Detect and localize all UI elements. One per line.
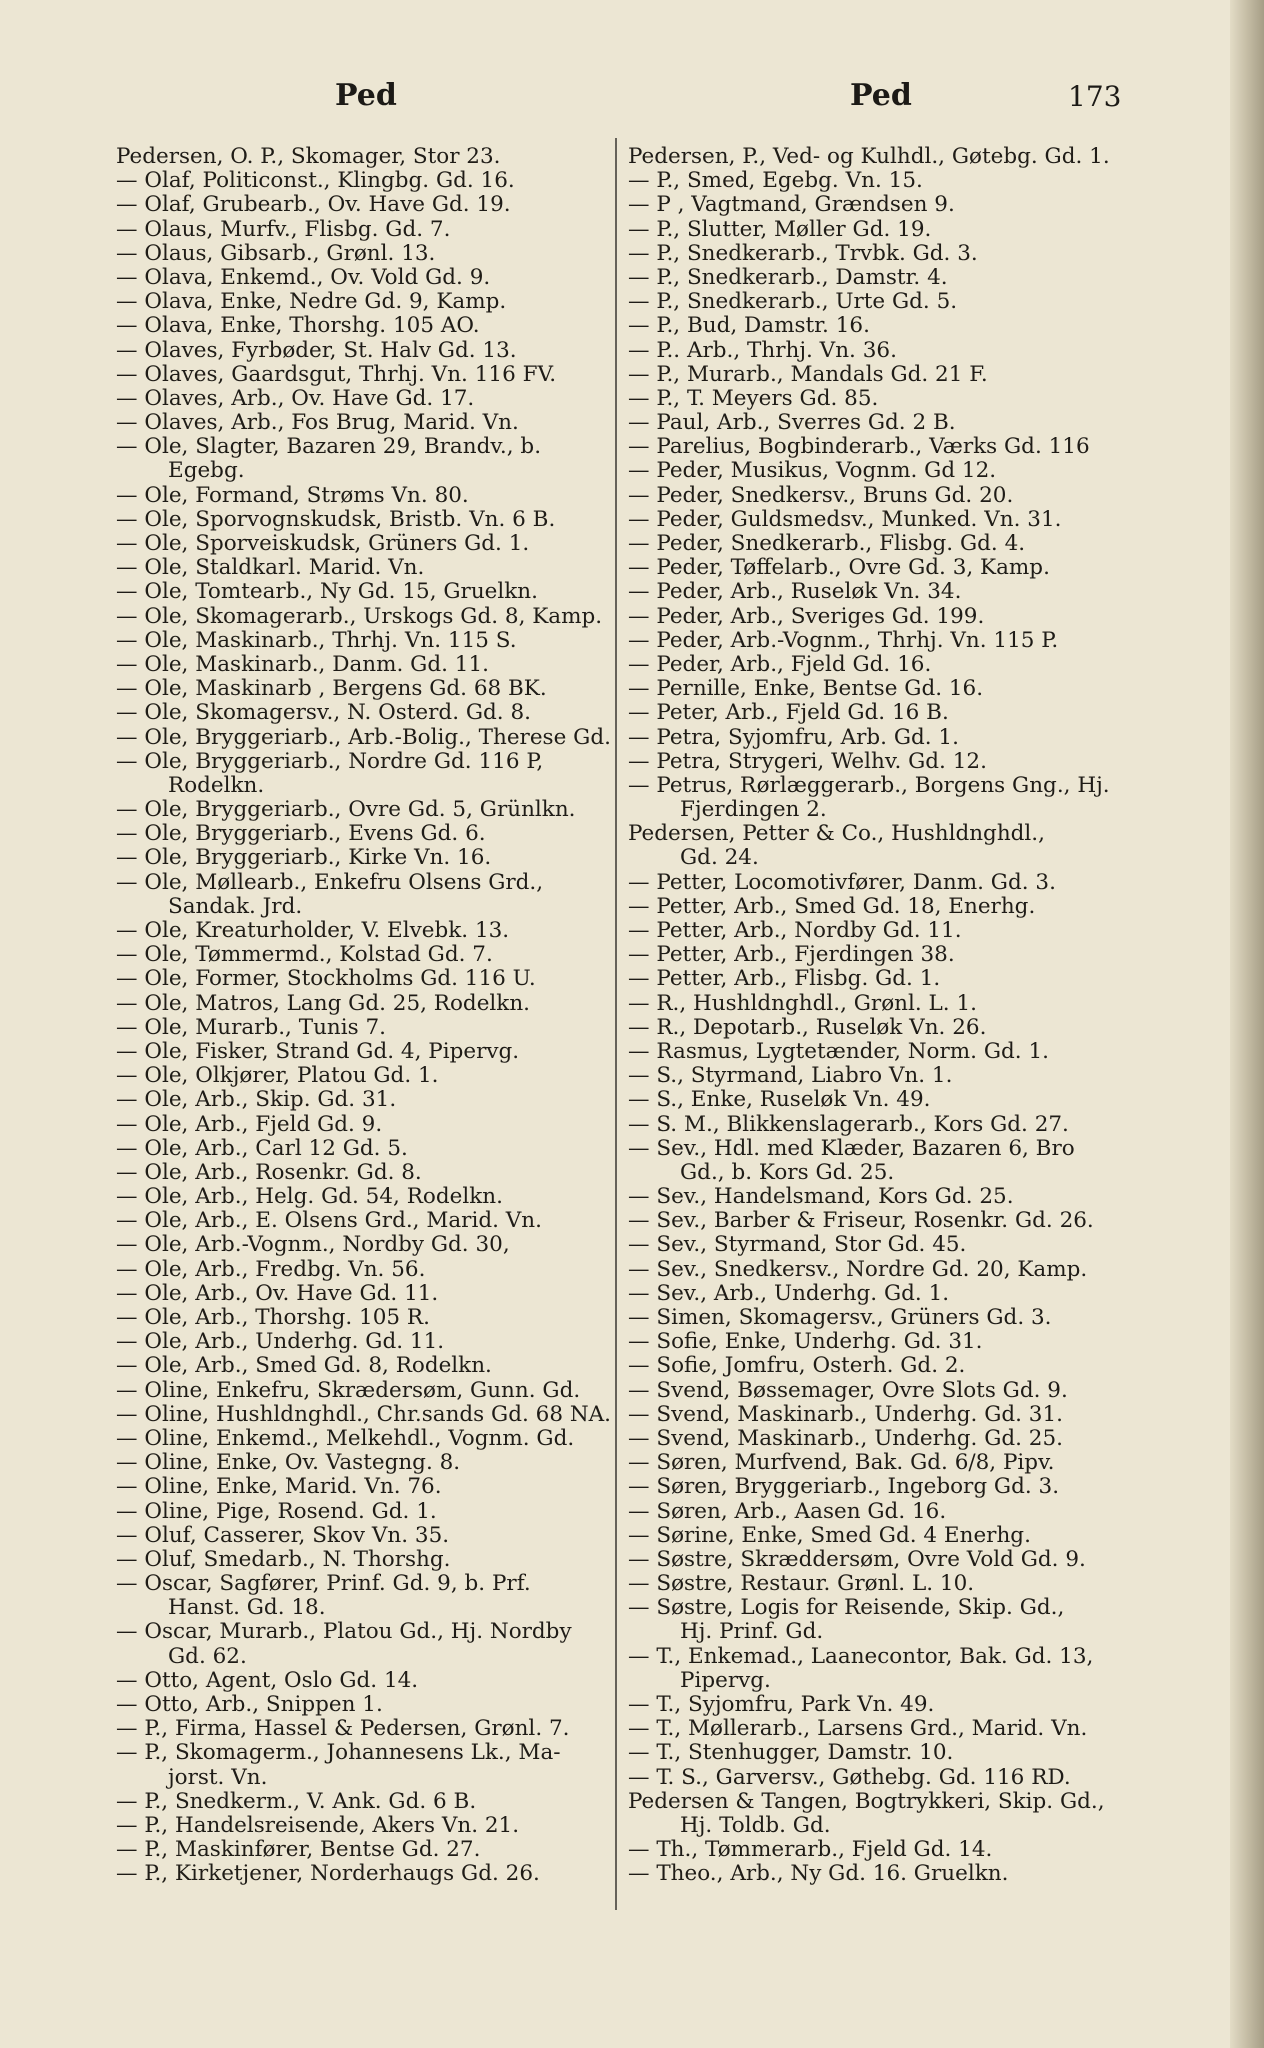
directory-entry: — Olaves, Arb., Ov. Have Gd. 17. — [116, 386, 475, 411]
directory-entry: — Peder, Snedkerarb., Flisbg. Gd. 4. — [628, 532, 1026, 556]
directory-entry: — Ole, Møllearb., Enkefru Olsens Grd., — [116, 870, 544, 895]
directory-entry: — Sev., Barber & Friseur, Rosenkr. Gd. 26. — [628, 1209, 1094, 1234]
left-column — [116, 145, 612, 1887]
directory-entry: — Ole, Bryggeriarb., Evens Gd. 6. — [116, 822, 486, 847]
directory-entry: — Ole, Slagter, Bazaren 29, Brandv., b. — [116, 435, 542, 460]
directory-entry: jorst. Vn. — [168, 1765, 268, 1790]
directory-entry: — Ole, Kreaturholder, V. Elvebk. 13. — [116, 919, 510, 943]
directory-entry: — Ole, Arb., Rosenkr. Gd. 8. — [116, 1160, 422, 1185]
directory-entry: Rodelkn. — [168, 773, 265, 798]
directory-entry: — P., Maskinfører, Bentse Gd. 27. — [116, 1838, 481, 1863]
directory-entry: — Svend, Bøssemager, Ovre Slots Gd. 9. — [628, 1378, 1068, 1403]
directory-entry: — Ole, Arb.-Vognm., Nordby Gd. 30, — [116, 1233, 510, 1258]
directory-entry: — Ole, Arb., Ov. Have Gd. 11. — [116, 1281, 439, 1306]
directory-entry: — Ole, Formand, Strøms Vn. 80. — [116, 483, 469, 508]
directory-entry: — Petter, Locomotivfører, Danm. Gd. 3. — [628, 870, 1056, 895]
directory-entry: — Th., Tømmerarb., Fjeld Gd. 14. — [628, 1838, 993, 1863]
directory-entry: — Peder, Tøffelarb., Ovre Gd. 3, Kamp. — [628, 556, 1050, 581]
directory-entry: — Petter, Arb., Fjerdingen 38. — [628, 943, 955, 968]
running-head-right: Ped — [850, 78, 912, 113]
directory-entry: — Ole, Sporveiskudsk, Grüners Gd. 1. — [116, 532, 530, 556]
directory-entry: — Olaves, Arb., Fos Brug, Marid. Vn. — [116, 411, 519, 436]
running-head-left: Ped — [335, 78, 397, 113]
directory-entry: — T., Syjomfru, Park Vn. 49. — [628, 1693, 935, 1717]
directory-entry: Gd. 62. — [168, 1644, 247, 1669]
directory-entry: — Rasmus, Lygtetænder, Norm. Gd. 1. — [628, 1039, 1049, 1064]
directory-entry: — Oline, Hushldnghdl., Chr.sands Gd. 68 NA. — [116, 1402, 612, 1427]
directory-entry: — P., Kirketjener, Norderhaugs Gd. 26. — [116, 1862, 540, 1887]
directory-entry: — Peder, Arb., Ruseløk Vn. 34. — [628, 580, 962, 605]
directory-entry: — Peder, Snedkersv., Bruns Gd. 20. — [628, 483, 1014, 508]
directory-entry: — Simen, Skomagersv., Grüners Gd. 3. — [628, 1306, 1052, 1330]
directory-entry: — Ole, Matros, Lang Gd. 25, Rodelkn. — [116, 991, 531, 1016]
directory-entry: — Olaus, Gibsarb., Grønl. 13. — [116, 241, 436, 266]
directory-entry: — Ole, Arb., Carl 12 Gd. 5. — [116, 1136, 408, 1161]
directory-entry: — Ole, Bryggeriarb., Nordre Gd. 116 P, — [116, 749, 544, 774]
directory-entry: — Olaves, Gaardsgut, Thrhj. Vn. 116 FV. — [116, 362, 557, 387]
directory-entry: — Ole, Olkjører, Platou Gd. 1. — [116, 1064, 439, 1089]
directory-entry: — Svend, Maskinarb., Underhg. Gd. 31. — [628, 1402, 1063, 1427]
directory-entry: — Ole, Staldkarl. Marid. Vn. — [116, 556, 425, 581]
directory-entry: — Olaus, Murfv., Flisbg. Gd. 7. — [116, 217, 451, 242]
directory-entry: — P.. Arb., Thrhj. Vn. 36. — [628, 338, 897, 363]
directory-entry: — Olava, Enke, Nedre Gd. 9, Kamp. — [116, 290, 507, 315]
directory-entry: — Peder, Musikus, Vognm. Gd 12. — [628, 459, 997, 484]
directory-entry: — Paul, Arb., Sverres Gd. 2 B. — [628, 411, 956, 436]
directory-entry: — P., Murarb., Mandals Gd. 21 F. — [628, 362, 988, 387]
directory-entry: — Ole, Maskinarb., Danm. Gd. 11. — [116, 652, 489, 677]
directory-entry: — Oline, Enkemd., Melkehdl., Vognm. Gd. — [116, 1426, 575, 1451]
directory-entry: — Ole, Bryggeriarb., Ovre Gd. 5, Grünlkn. — [116, 798, 576, 823]
directory-entry: — Petra, Strygeri, Welhv. Gd. 12. — [628, 749, 987, 774]
directory-entry: — Ole, Sporvognskudsk, Bristb. Vn. 6 B. — [116, 507, 556, 532]
directory-entry: — Oline, Enke, Marid. Vn. 76. — [116, 1475, 442, 1500]
directory-entry: Fjerdingen 2. — [680, 798, 827, 823]
page-header — [0, 78, 1230, 118]
directory-entry: — Søstre, Restaur. Grønl. L. 10. — [628, 1572, 975, 1597]
directory-entry: — Sev., Snedkersv., Nordre Gd. 20, Kamp. — [628, 1257, 1088, 1282]
directory-entry: — Peter, Arb., Fjeld Gd. 16 B. — [628, 701, 949, 726]
directory-entry: — Ole, Arb., Fjeld Gd. 9. — [116, 1112, 383, 1137]
directory-entry: — Olaf, Politiconst., Klingbg. Gd. 16. — [116, 169, 515, 194]
directory-entry: — Theo., Arb., Ny Gd. 16. Gruelkn. — [628, 1862, 1009, 1887]
directory-entry: — Parelius, Bogbinderarb., Værks Gd. 116 — [628, 435, 1090, 460]
directory-entry: — T., Stenhugger, Damstr. 10. — [628, 1741, 954, 1766]
page-number: 173 — [1068, 80, 1122, 113]
directory-entry: — P., T. Meyers Gd. 85. — [628, 386, 879, 411]
directory-entry: — P., Skomagerm., Johannesens Lk., Ma- — [116, 1741, 561, 1766]
directory-entry: — Sofie, Jomfru, Osterh. Gd. 2. — [628, 1354, 966, 1379]
directory-entry: — Søren, Bryggeriarb., Ingeborg Gd. 3. — [628, 1475, 1060, 1500]
directory-entry: — Ole, Arb., Skip. Gd. 31. — [116, 1088, 397, 1113]
directory-entry: — Ole, Skomagerarb., Urskogs Gd. 8, Kamp. — [116, 604, 603, 629]
directory-entry: Pedersen, O. P., Skomager, Stor 23. — [116, 145, 501, 169]
directory-entry: Hanst. Gd. 18. — [168, 1596, 326, 1621]
directory-entry: — P., Bud, Damstr. 16. — [628, 314, 870, 339]
directory-entry: — Peder, Arb.-Vognm., Thrhj. Vn. 115 P. — [628, 628, 1059, 653]
directory-entry: — S. M., Blikkenslagerarb., Kors Gd. 27. — [628, 1112, 1069, 1137]
directory-entry: — Petter, Arb., Smed Gd. 18, Enerhg. — [628, 894, 1036, 919]
directory-entry: — Ole, Arb., Thorshg. 105 R. — [116, 1306, 430, 1330]
directory-entry: — S., Enke, Ruseløk Vn. 49. — [628, 1088, 931, 1113]
directory-entry: — Svend, Maskinarb., Underhg. Gd. 25. — [628, 1426, 1063, 1451]
directory-entry: — Ole, Maskinarb , Bergens Gd. 68 BK. — [116, 677, 547, 702]
directory-entry: — P., Snedkerm., V. Ank. Gd. 6 B. — [116, 1789, 477, 1814]
directory-entry: — T., Møllerarb., Larsens Grd., Marid. Vn. — [628, 1717, 1088, 1742]
directory-entry: — Petter, Arb., Nordby Gd. 11. — [628, 919, 962, 943]
directory-entry: — Ole, Arb., Fredbg. Vn. 56. — [116, 1257, 426, 1282]
directory-entry: Pedersen & Tangen, Bogtrykkeri, Skip. Gd., — [628, 1789, 1105, 1814]
directory-entry: — P., Smed, Egebg. Vn. 15. — [628, 169, 923, 194]
directory-entry: — Oscar, Sagfører, Prinf. Gd. 9, b. Prf. — [116, 1572, 531, 1597]
directory-entry: Hj. Prinf. Gd. — [680, 1620, 824, 1645]
directory-entry: — P., Snedkerarb., Trvbk. Gd. 3. — [628, 241, 978, 266]
directory-entry: Gd., b. Kors Gd. 25. — [680, 1160, 895, 1185]
directory-entry: — Søren, Arb., Aasen Gd. 16. — [628, 1499, 947, 1524]
directory-entry: — Otto, Arb., Snippen 1. — [116, 1693, 383, 1717]
directory-entry: — Ole, Fisker, Strand Gd. 4, Pipervg. — [116, 1039, 520, 1064]
directory-entry: Sandak. Jrd. — [168, 894, 303, 919]
directory-entry: — R., Hushldnghdl., Grønl. L. 1. — [628, 991, 977, 1016]
directory-entry: Pedersen, P., Ved- og Kulhdl., Gøtebg. Gd. 1. — [628, 145, 1110, 169]
directory-entry: — Ole, Tomtearb., Ny Gd. 15, Gruelkn. — [116, 580, 538, 605]
directory-entry: — P., Firma, Hassel & Pedersen, Grønl. 7. — [116, 1717, 570, 1742]
directory-entry: — Ole, Arb., Helg. Gd. 54, Rodelkn. — [116, 1185, 503, 1210]
directory-entry: — Peder, Arb., Fjeld Gd. 16. — [628, 652, 932, 677]
directory-entry: — Oline, Enkefru, Skrædersøm, Gunn. Gd. — [116, 1378, 581, 1403]
directory-entry: — Sofie, Enke, Underhg. Gd. 31. — [628, 1330, 983, 1355]
directory-entry: — Oscar, Murarb., Platou Gd., Hj. Nordby — [116, 1620, 572, 1645]
directory-entry: — Olava, Enke, Thorshg. 105 AO. — [116, 314, 480, 339]
directory-entry: Pipervg. — [680, 1668, 771, 1693]
directory-entry: — Oluf, Smedarb., N. Thorshg. — [116, 1547, 451, 1572]
directory-entry: — Søren, Murfvend, Bak. Gd. 6/8, Pipv. — [628, 1451, 1055, 1476]
directory-entry: — Ole, Arb., Underhg. Gd. 11. — [116, 1330, 445, 1355]
directory-entry: — Søstre, Skræddersøm, Ovre Vold Gd. 9. — [628, 1547, 1086, 1572]
directory-entry: — Oline, Pige, Rosend. Gd. 1. — [116, 1499, 437, 1524]
directory-entry: — Ole, Tømmermd., Kolstad Gd. 7. — [116, 943, 493, 968]
directory-entry: — P., Slutter, Møller Gd. 19. — [628, 217, 932, 242]
directory-entry: — P., Handelsreisende, Akers Vn. 21. — [116, 1813, 520, 1838]
directory-entry: — S., Styrmand, Liabro Vn. 1. — [628, 1064, 953, 1089]
directory-entry: — Oline, Enke, Ov. Vastegng. 8. — [116, 1451, 461, 1476]
column-divider — [615, 138, 617, 1910]
right-column — [628, 145, 1128, 1887]
directory-entry: — Sev., Arb., Underhg. Gd. 1. — [628, 1281, 950, 1306]
directory-entry: — R., Depotarb., Ruseløk Vn. 26. — [628, 1015, 987, 1040]
directory-entry: — Olaves, Fyrbøder, St. Halv Gd. 13. — [116, 338, 517, 363]
directory-entry: Egebg. — [168, 459, 245, 484]
directory-entry: — Ole, Skomagersv., N. Osterd. Gd. 8. — [116, 701, 531, 726]
directory-entry: — Petrus, Rørlæggerarb., Borgens Gng., Hj. — [628, 773, 1110, 798]
directory-entry: — Peder, Arb., Sveriges Gd. 199. — [628, 604, 985, 629]
directory-entry: — Ole, Bryggeriarb., Kirke Vn. 16. — [116, 846, 492, 871]
directory-entry: — P., Snedkerarb., Damstr. 4. — [628, 265, 948, 290]
directory-entry: — Sev., Handelsmand, Kors Gd. 25. — [628, 1185, 1014, 1210]
directory-entry: — Søstre, Logis for Reisende, Skip. Gd., — [628, 1596, 1065, 1621]
directory-entry: — Oluf, Casserer, Skov Vn. 35. — [116, 1523, 450, 1548]
directory-entry: — T. S., Garversv., Gøthebg. Gd. 116 RD. — [628, 1765, 1071, 1790]
directory-entry: — Ole, Bryggeriarb., Arb.-Bolig., Therese Gd. — [116, 725, 611, 750]
directory-entry: — Otto, Agent, Oslo Gd. 14. — [116, 1668, 419, 1693]
directory-entry: Hj. Toldb. Gd. — [680, 1813, 831, 1838]
directory-entry: — Sev., Styrmand, Stor Gd. 45. — [628, 1233, 967, 1258]
page-edge — [1230, 0, 1264, 2048]
directory-entry: — Ole, Arb., Smed Gd. 8, Rodelkn. — [116, 1354, 492, 1379]
directory-entry: — T., Enkemad., Laanecontor, Bak. Gd. 13, — [628, 1644, 1094, 1669]
directory-entry: — Sev., Hdl. med Klæder, Bazaren 6, Bro — [628, 1136, 1075, 1161]
directory-entry: — Olava, Enkemd., Ov. Vold Gd. 9. — [116, 265, 491, 290]
directory-entry: — Ole, Maskinarb., Thrhj. Vn. 115 S. — [116, 628, 517, 653]
directory-entry: — Ole, Arb., E. Olsens Grd., Marid. Vn. — [116, 1209, 542, 1234]
directory-entry: — Ole, Former, Stockholms Gd. 116 U. — [116, 967, 536, 992]
directory-entry: — Pernille, Enke, Bentse Gd. 16. — [628, 677, 984, 702]
directory-entry: — Sørine, Enke, Smed Gd. 4 Enerhg. — [628, 1523, 1031, 1548]
directory-entry: Pedersen, Petter & Co., Hushldnghdl., — [628, 822, 1045, 847]
directory-entry: — Olaf, Grubearb., Ov. Have Gd. 19. — [116, 193, 511, 218]
directory-entry: Gd. 24. — [680, 846, 759, 871]
directory-entry: — Ole, Murarb., Tunis 7. — [116, 1015, 387, 1040]
directory-entry: — Petra, Syjomfru, Arb. Gd. 1. — [628, 725, 959, 750]
directory-entry: — P , Vagtmand, Grændsen 9. — [628, 193, 955, 218]
directory-entry: — Petter, Arb., Flisbg. Gd. 1. — [628, 967, 941, 992]
directory-entry: — Peder, Guldsmedsv., Munked. Vn. 31. — [628, 507, 1062, 532]
directory-entry: — P., Snedkerarb., Urte Gd. 5. — [628, 290, 958, 315]
